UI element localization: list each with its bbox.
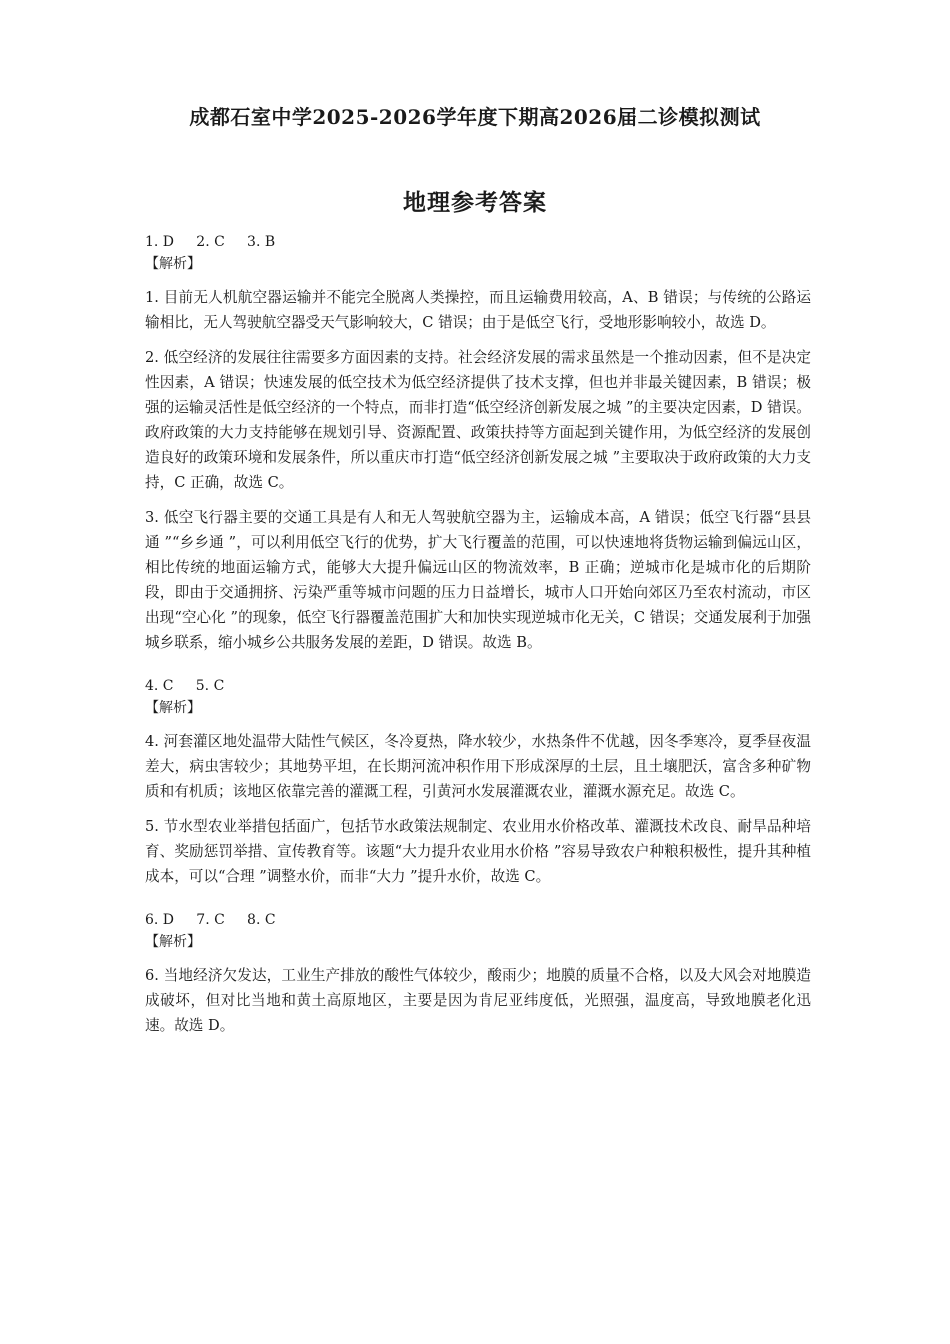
- analysis-paragraph-q1: 1. 目前无人机航空器运输并不能完全脱离人类操控，而且运输费用较高，A、B 错误；与传统的公路运输相比，无人驾驶航空器受天气影响较大，C 错误；由于是低空飞行，受地形影响较小，故选 D。: [145, 289, 811, 331]
- document-subtitle: 地理参考答案: [403, 189, 547, 216]
- answer-group-3: [145, 909, 811, 1038]
- answer-group-2: [145, 675, 811, 889]
- answer-key-line: 4. C 5. C: [145, 678, 225, 694]
- analysis-heading: 【解析】: [145, 934, 201, 950]
- answer-key-line: 6. D 7. C 8. C: [145, 912, 276, 928]
- answer-content: [145, 231, 811, 1048]
- analysis-paragraph-q6: 6. 当地经济欠发达，工业生产排放的酸性气体较少，酸雨少；地膜的质量不合格，以及大风会对地膜造成破坏，但对比当地和黄土高原地区，主要是因为肯尼亚纬度低，光照强，温度高，导致地膜老化迅速。故选 D。: [145, 967, 811, 1034]
- analysis-paragraph-q4: 4. 河套灌区地处温带大陆性气候区，冬冷夏热，降水较少，水热条件不优越，因冬季寒冷，夏季昼夜温差大，病虫害较少；其地势平坦，在长期河流冲积作用下形成深厚的土层，且土壤肥沃，富含多种矿物质和有机质；该地区依靠完善的灌溉工程，引黄河水发展灌溉农业，灌溉水源充足。故选 C。: [145, 733, 811, 800]
- answer-group-1: [145, 231, 811, 655]
- analysis-heading: 【解析】: [145, 256, 201, 272]
- analysis-paragraph-q2: 2. 低空经济的发展往往需要多方面因素的支持。社会经济发展的需求虽然是一个推动因素，但不是决定性因素，A 错误；快速发展的低空技术为低空经济提供了技术支撑，但也并非最关键因素，B 错误；极强的运输灵活性是低空经济的一个特点，而非打造“低空经济创新发展之城 ”的主要决定因素，D 错误。政府政策的大力支持能够在规划引导、资源配置、政策扶持等方面起到关键作用，为低空经济的发展创造良好的政策环境和发展条件，所以重庆市打造“低空经济创新发展之城 ”主要取决于政府政策的大力支持，C 正确，故选 C。: [145, 349, 811, 491]
- document-title: 成都石室中学2025-2026学年度下期高2026届二诊模拟测试: [189, 105, 761, 129]
- answer-key-line: 1. D 2. C 3. B: [145, 234, 276, 250]
- analysis-paragraph-q5: 5. 节水型农业举措包括面广，包括节水政策法规制定、农业用水价格改革、灌溉技术改良、耐旱品种培育、奖励惩罚举措、宣传教育等。该题“大力提升农业用水价格 ”容易导致农户种粮积极性，提升其种植成本，可以“合理 ”调整水价，而非“大力 ”提升水价，故选 C。: [145, 818, 811, 885]
- analysis-heading: 【解析】: [145, 700, 201, 716]
- analysis-paragraph-q3: 3. 低空飞行器主要的交通工具是有人和无人驾驶航空器为主，运输成本高，A 错误；低空飞行器“县县通 ”“乡乡通 ”，可以利用低空飞行的优势，扩大飞行覆盖的范围，可以快速地将货物运输到偏远山区，相比传统的地面运输方式，能够大大提升偏远山区的物流效率，B 正确；逆城市化是城市化的后期阶段，即由于交通拥挤、污染严重等城市问题的压力日益增长，城市人口开始向郊区乃至农村流动，市区出现“空心化 ”的现象，低空飞行器覆盖范围扩大和加快实现逆城市化无关，C 错误；交通发展利于加强城乡联系，缩小城乡公共服务发展的差距，D 错误。故选 B。: [145, 509, 811, 651]
